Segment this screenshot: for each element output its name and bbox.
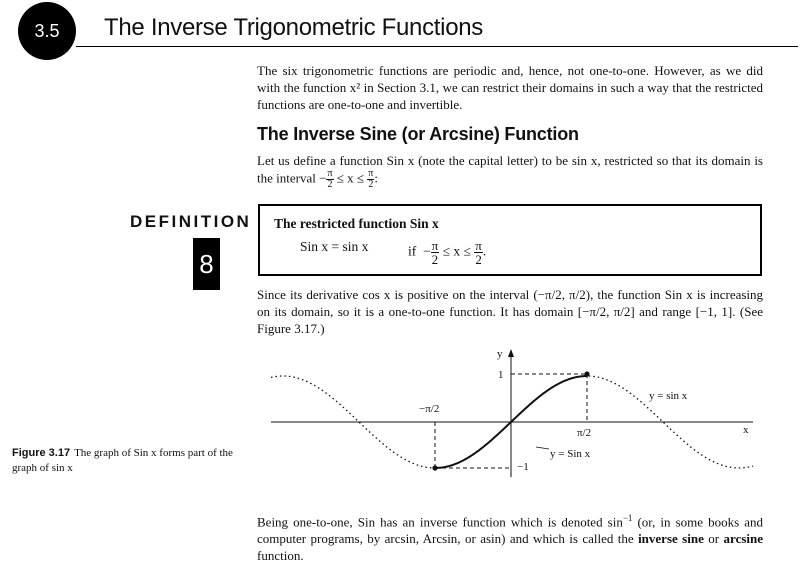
figure-caption-text: The graph of Sin x forms part of the graph of sin x [12, 447, 233, 474]
tick-neg-one: −1 [517, 461, 529, 473]
closing-or: or [708, 531, 720, 547]
closing-text-1: Being one-to-one, Sin has an inverse function which is denoted sin [257, 514, 623, 530]
y-axis-label: y [497, 348, 503, 360]
derivative-text-3: and range [−1, 1]. (See Figure 3.17.) [257, 304, 763, 336]
closing-text-2: (or, in some books and computer programs, by arcsin, Arcsin, or asin) and which is called the [257, 514, 763, 547]
definition-title: The restricted function Sin x [274, 216, 439, 231]
figure-label: Figure 3.17 [12, 447, 71, 459]
intro-paragraph: The six trigonometric functions are periodic and, hence, not one-to-one. However, as we did with the function x² in Section 3.1, we can restrict their domains in such a way that the restricted functions are one-to-one and invertible. [257, 63, 763, 112]
closing-paragraph [257, 510, 763, 564]
def-pi-half: $\frac{\pi}{2}$ [475, 238, 482, 267]
leader-sin-label [536, 447, 549, 449]
neg-pi-half-fraction: $\frac{\pi}{2}$ [327, 168, 333, 190]
derivative-text-2: , the function Sin x is increasing on its domain, so it is a one-to-one function. It has domain [257, 287, 764, 319]
derivative-text-1: Since its derivative cos x is positive on the interval [257, 287, 530, 302]
closing-text-3: function. [257, 548, 304, 564]
x-axis-label: x [743, 424, 749, 436]
subsection-heading: The Inverse Sine (or Arcsine) Function [257, 124, 579, 144]
colon: : [374, 170, 378, 186]
tick-neg-pi-half: −π/2 [419, 403, 440, 415]
section-number-badge [18, 2, 76, 60]
tick-pi-half: π/2 [577, 427, 592, 439]
condition-if: if [408, 243, 417, 259]
derivative-paragraph [257, 286, 763, 337]
endpoint-right [584, 371, 589, 376]
pi-half-fraction: $\frac{\pi}{2}$ [368, 168, 374, 190]
def-inequality: ≤ x ≤ [442, 243, 471, 259]
definition-formula: Sin x = sin x [300, 239, 369, 254]
figure-caption [12, 446, 242, 476]
define-text: Let us define a function Sin x (note the capital letter) to be sin x, restricted so that its domain is the interval [257, 153, 763, 186]
definition-label: DEFINITION [130, 212, 252, 231]
term-inverse-sine: inverse sine [638, 531, 704, 547]
domain-interval: [−π/2, π/2] [577, 304, 635, 319]
title-rule [76, 46, 798, 47]
tick-one: 1 [498, 369, 504, 381]
define-paragraph: Let us define a function Sin x (note the capital letter) to be sin x, restricted so that its domain is the interval − $\frac{\pi}{2}$ ≤ x ≤ $\frac{\pi}{2}$ : [257, 153, 763, 190]
definition-condition: if − $\frac{\pi}{2}$ ≤ x ≤ $\frac{\pi}{2}$ . [408, 238, 487, 267]
page-title: The Inverse Trigonometric Functions [104, 14, 483, 41]
label-capital-sin: y = Sin x [550, 448, 591, 460]
endpoint-left [432, 465, 437, 470]
sine-graph [265, 345, 765, 485]
def-neg-pi-half: $\frac{\pi}{2}$ [431, 238, 439, 267]
definition-number: 8 [193, 238, 220, 290]
section-number: 3.5 [34, 20, 60, 41]
definition-box [258, 204, 762, 276]
label-sin: y = sin x [649, 390, 688, 402]
term-arcsine: arcsine [723, 531, 764, 547]
inequality-text: ≤ x ≤ [336, 170, 365, 186]
y-axis-arrow [508, 349, 514, 357]
open-interval: (−π/2, π/2) [533, 287, 591, 302]
inverse-superscript: −1 [622, 513, 633, 523]
